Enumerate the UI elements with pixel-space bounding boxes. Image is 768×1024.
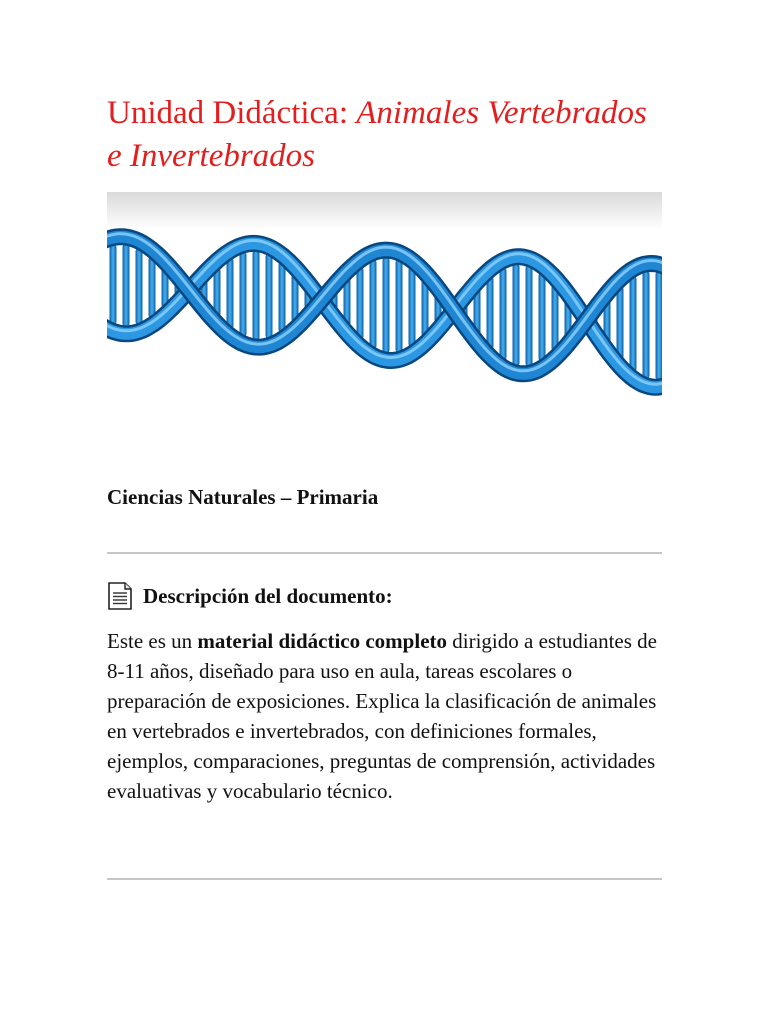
dna-helix-graphic — [107, 192, 662, 427]
divider-top — [107, 552, 662, 554]
description-heading — [107, 581, 393, 611]
dna-rung — [526, 266, 533, 367]
dna-rung — [643, 271, 650, 379]
dna-rung — [266, 254, 273, 339]
dna-rung — [110, 245, 117, 325]
dna-rung — [500, 268, 507, 361]
dna-rung — [227, 258, 234, 329]
dna-rung — [149, 257, 156, 318]
dna-rung — [656, 272, 663, 380]
description-text-bold: material didáctico completo — [197, 629, 448, 653]
description-heading-text: Descripción del documento: — [143, 584, 393, 608]
dna-rung — [370, 260, 377, 349]
dna-rung — [552, 285, 559, 351]
dna-rung — [253, 251, 260, 340]
subject-subtitle: Ciencias Naturales – Primaria — [107, 485, 379, 509]
divider-bottom — [107, 878, 662, 880]
dna-rung — [539, 273, 546, 361]
document-icon — [107, 582, 133, 610]
dna-rung — [396, 260, 403, 353]
dna-rung — [630, 276, 637, 371]
page-title — [107, 92, 662, 178]
dna-rung — [617, 286, 624, 359]
dna-rung — [409, 267, 416, 346]
dna-rung — [240, 252, 247, 337]
dna-helix-image — [107, 192, 662, 427]
title-prefix: Unidad Didáctica: — [107, 95, 357, 131]
dna-rung — [357, 267, 364, 339]
description-text-end: dirigido a estudiantes de 8-11 años, diseñado para uso en aula, tareas escolares o preparación de exposiciones. Explica la clasificación de animales en vertebrados e invertebrados, con definiciones formales, ejemplos, comparaciones, preguntas de comprensión, actividades evaluativas y vocabulario técnico. — [107, 629, 657, 803]
dna-rung — [487, 276, 494, 349]
dna-rung — [383, 257, 390, 353]
image-top-shade — [107, 192, 662, 230]
title-topic: Animales Vertebrados e Invertebrados — [107, 95, 647, 174]
dna-rung — [123, 244, 130, 327]
description-text — [107, 626, 667, 806]
description-text-start: Este es un — [107, 629, 198, 653]
dna-rung — [279, 262, 286, 332]
dna-rung — [136, 248, 143, 324]
dna-rung — [513, 264, 520, 366]
